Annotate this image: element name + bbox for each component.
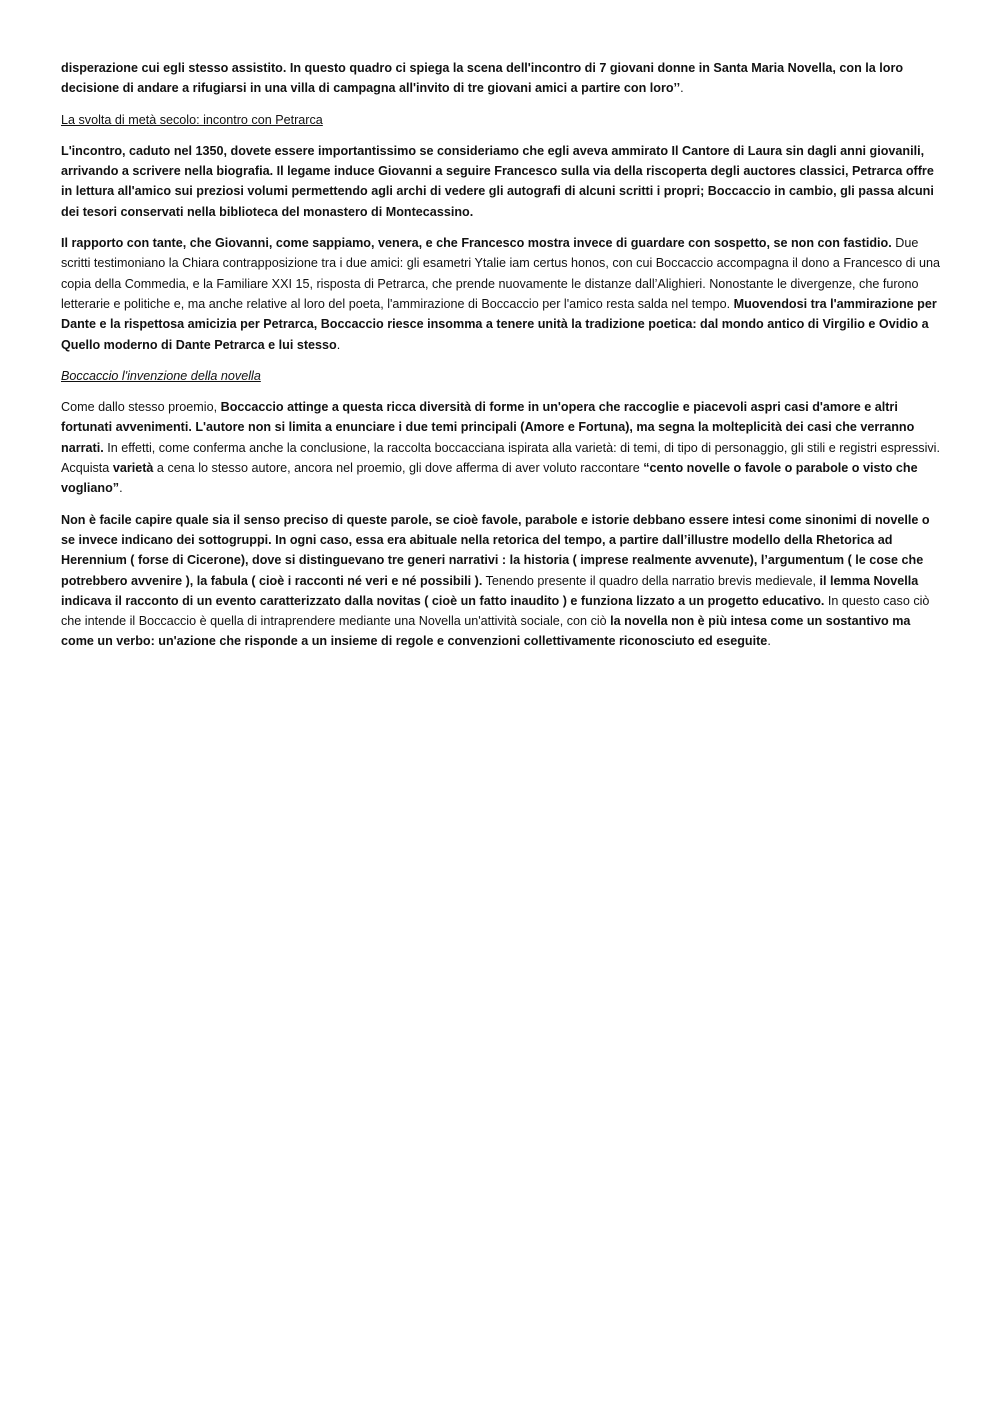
paragraph-senso-parole: [61, 510, 943, 652]
text-segment: Tenendo presente il quadro della narratio brevis medievale,: [482, 573, 820, 588]
text-segment: Muovendosi tra l'ammirazione per Dante e la rispettosa amicizia per Petrarca, Boccaccio riesce insomma a tenere unità la tradizione poetica: dal mondo antico di Virgilio e Ovidio a Quello moderno di Dante Petrarca e lui stesso: [61, 296, 937, 352]
text-segment: L'incontro, caduto nel 1350, dovete essere importantissimo se consideriamo che egli aveva ammirato Il Cantore di Laura sin dagli anni giovanili, arrivando a scrivere nella biografia. Il legame induce Giovanni a seguire Francesco sulla via della riscoperta degli auctores classici, Petrarca offre in lettura all'amico sui preziosi volumi permettendo agli archi di vedere gli autografi di alcuni scritti i propri; Boccaccio in cambio, gli passa alcuni dei tesori conservati nella biblioteca del monastero di Montecassino.: [61, 143, 934, 219]
text-segment: Come dallo stesso proemio,: [61, 400, 221, 415]
text-segment: varietà: [112, 461, 154, 476]
text-segment: Il rapporto con tante, che Giovanni, come sappiamo, venera, e che Francesco mostra invece di guardare con sospetto, se non con fastidio.: [61, 236, 892, 251]
heading-text: Boccaccio l'invenzione della novella: [61, 368, 261, 383]
paragraph-incontro-1350: [61, 141, 943, 222]
text-segment: a cena lo stesso autore, ancora nel proemio, gli dove afferma di aver voluto raccontare: [153, 461, 644, 476]
text-segment: Boccaccio attinge a questa ricca diversità di forme in un'opera che raccoglie e piacevoli aspri casi d'amore e altri fortunati avvenimenti. L'autore non si limita a enunciare i due temi principali (Amore e Fortuna), ma segna la molteplicità dei casi che verranno narrati.: [61, 400, 915, 455]
text-segment: Due scritti testimoniano la Chiara contrapposizione tra i due amici: gli esametri Ytalie iam certus honos, con cui Boccaccio accompagna il dono a Francesco di una copia della Commedia, e la Familiare XXI 15, risposta di Petrarca, che prende nuovamente le distanze dall’Alighieri. Nonostante le divergenze, che furono letterarie e politiche e, ma anche relative al loro del poeta, l'ammirazione di Boccaccio per l'amico resta salda nel tempo.: [61, 236, 940, 311]
text-segment: “cento novelle o favole o parabole o visto che vogliano”: [61, 461, 918, 496]
text-segment: il lemma Novella indicava il racconto di un evento caratterizzato dalla novitas ( cioè un fatto inaudito ) e funziona lizzato a un progetto educativo.: [61, 573, 919, 608]
paragraph-intro-continuation: [61, 58, 943, 99]
document-page: [61, 58, 943, 663]
text-segment: .: [119, 481, 123, 496]
heading-svolta-petrarca: [61, 110, 943, 130]
text-segment: .: [680, 81, 684, 96]
text-segment: Non è facile capire quale sia il senso preciso di queste parole, se cioè favole, parabole e istorie debbano essere intesi come sinonimi di novelle o se invece indicano dei sottogruppi. In ogni caso, essa era abituale nella retorica del tempo, a partire dall’illustre modello della Rhetorica ad Herennium ( forse di Cicerone), dove si distinguevano tre generi narrativi : la historia ( imprese realmente avvenute), l’argumentum ( le cose che potrebbero avvenire ), la fabula ( cioè i racconti né veri e né possibili ).: [61, 512, 930, 588]
text-segment: la novella non è più intesa come un sostantivo ma come un verbo: un'azione che risponde a un insieme di regole e convenzioni collettivamente riconosciuto ed eseguite: [61, 614, 911, 649]
paragraph-proemio: [61, 397, 943, 498]
text-segment: disperazione cui egli stesso assistito. In questo quadro ci spiega la scena dell'incontro di 7 giovani donne in Santa Maria Novella, con la loro decisione di andare a rifugiarsi in una villa di campagna all'invito di tre giovani amici a partire con loro’’: [61, 61, 904, 96]
heading-invenzione-novella: [61, 366, 943, 386]
text-segment: .: [767, 634, 771, 649]
text-segment: In effetti, come conferma anche la conclusione, la raccolta boccacciana ispirata alla varietà: di temi, di tipo di personaggio, gli stili e registri espressivi. Acquista: [61, 440, 940, 476]
heading-text: La svolta di metà secolo: incontro con Petrarca: [61, 112, 323, 127]
text-segment: .: [336, 337, 341, 352]
text-segment: In questo caso ciò che intende il Boccaccio è quella di intraprendere mediante una Novella un'attività sociale, con ciò: [61, 593, 930, 629]
paragraph-rapporto-dante: [61, 233, 943, 355]
